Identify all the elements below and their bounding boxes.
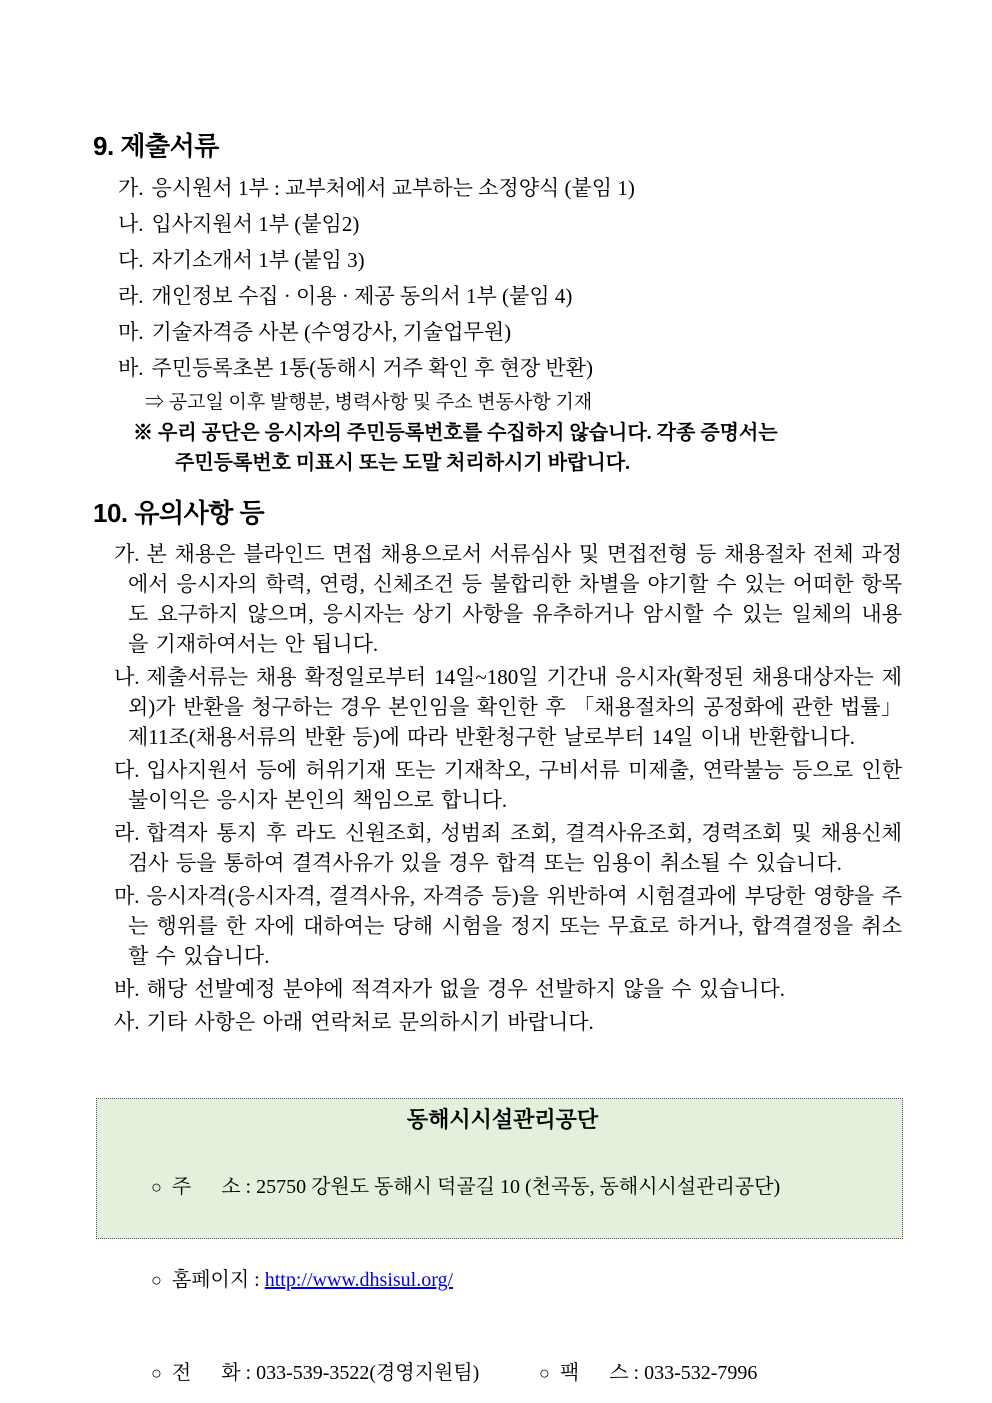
- circle-bullet-icon: ○: [151, 1270, 162, 1290]
- contact-box: [96, 1098, 903, 1384]
- homepage-label: 홈페이지: [171, 1269, 250, 1291]
- item-text: 개인정보 수집 · 이용 · 제공 동의서 1부 (붙임 4): [151, 284, 573, 308]
- submission-item-4: [118, 278, 905, 314]
- precaution-item-5: [114, 881, 902, 971]
- privacy-note-line1: ※ 우리 공단은 응시자의 주민등록번호를 수집하지 않습니다. 각종 증명서는: [133, 422, 778, 444]
- item-text: 입사지원서 등에 허위기재 또는 기재착오, 구비서류 미제출, 연락불능 등으로 인한 불이익은 응시자 본인의 책임으로 합니다.: [128, 758, 902, 812]
- item-marker: 마.: [118, 320, 144, 344]
- section-10-items: [114, 539, 902, 1037]
- phone-group: [151, 1358, 539, 1389]
- item-text: 입사지원서 1부 (붙임2): [151, 212, 360, 236]
- submission-item-3: [118, 242, 905, 278]
- item-marker: 라.: [114, 821, 140, 845]
- item-marker: 나.: [118, 212, 144, 236]
- colon-separator: :: [240, 1176, 257, 1198]
- section-10-title: 10. 유의사항 등: [93, 498, 265, 528]
- item-text: 응시원서 1부 : 교부처에서 교부하는 소정양식 (붙임 1): [151, 176, 635, 200]
- item-marker: 가.: [118, 176, 144, 200]
- item-text: 해당 선발예정 분야에 적격자가 없을 경우 선발하지 않을 수 있습니다.: [146, 977, 786, 1001]
- item-marker: 바.: [118, 356, 144, 380]
- item-marker: 다.: [118, 248, 144, 272]
- precaution-item-4: [114, 818, 902, 878]
- homepage-line: [121, 1234, 884, 1327]
- fax-group: [539, 1358, 757, 1389]
- phone-label: 전 화: [171, 1362, 241, 1384]
- section-9-items: [118, 170, 905, 386]
- fax-label: 팩 스: [559, 1362, 629, 1384]
- item-marker: 가.: [114, 542, 140, 566]
- address-label: 주 소: [171, 1176, 241, 1198]
- item-marker: 다.: [114, 758, 140, 782]
- item-text: 기타 사항은 아래 연락처로 문의하시기 바랍니다.: [146, 1010, 594, 1034]
- section-precautions: [93, 497, 902, 1040]
- privacy-note-line2: 주민등록번호 미표시 또는 도말 처리하시기 바랍니다.: [175, 452, 631, 474]
- precaution-item-7: [114, 1007, 902, 1037]
- colon-separator: :: [628, 1362, 645, 1384]
- submission-item-2: [118, 206, 905, 242]
- section-submission-documents: [93, 130, 905, 478]
- address-value: 25750 강원도 동해시 덕골길 10 (천곡동, 동해시시설관리공단): [256, 1176, 781, 1198]
- item-text: 합격자 통지 후 라도 신원조회, 성범죄 조회, 결격사유조회, 경력조회 및 채용신체검사 등을 통하여 결격사유가 있을 경우 합격 또는 임용이 취소될 수 있습니다.: [128, 821, 902, 875]
- colon-separator: :: [240, 1362, 257, 1384]
- organization-name: 동해시시설관리공단: [406, 1107, 599, 1132]
- circle-bullet-icon: ○: [151, 1177, 162, 1197]
- item-text: 본 채용은 블라인드 면접 채용으로서 서류심사 및 면접전형 등 채용절차 전체 과정에서 응시자의 학력, 연령, 신체조건 등 불합리한 차별을 야기할 수 있는 어떠한 항목도 요구하지 않으며, 응시자는 상기 사항을 유추하거나 암시할 수 있는 일체의 내용을 기재하여서는 안 됩니다.: [128, 542, 902, 656]
- phone-value: 033-539-3522(경영지원팀): [256, 1362, 480, 1384]
- item-marker: 사.: [114, 1010, 140, 1034]
- item-text: 기술자격증 사본 (수영강사, 기술업무원): [151, 320, 512, 344]
- arrow-note: ⇒ 공고일 이후 발행분, 병력사항 및 주소 변동사항 기재: [145, 392, 593, 413]
- precaution-item-3: [114, 755, 902, 815]
- item-marker: 라.: [118, 284, 144, 308]
- submission-item-6: [118, 350, 905, 386]
- phone-fax-line: [121, 1327, 884, 1403]
- item-marker: 나.: [114, 665, 140, 689]
- precaution-item-2: [114, 662, 902, 752]
- circle-bullet-icon: ○: [539, 1363, 550, 1383]
- item-text: 자기소개서 1부 (붙임 3): [151, 248, 365, 272]
- submission-item-5: [118, 314, 905, 350]
- address-line: [121, 1141, 884, 1234]
- section-9-title: 9. 제출서류: [93, 131, 219, 161]
- submission-item-1: [118, 170, 905, 206]
- item-marker: 바.: [114, 977, 140, 1001]
- item-marker: 마.: [114, 884, 140, 908]
- fax-value: 033-532-7996: [644, 1362, 758, 1384]
- colon-separator: :: [249, 1269, 265, 1291]
- item-text: 제출서류는 채용 확정일로부터 14일~180일 기간내 응시자(확정된 채용대상자는 제외)가 반환을 청구하는 경우 본인임을 확인한 후 「채용절차의 공정화에 관한 법률」 제11조(채용서류의 반환 등)에 따라 반환청구한 날로부터 14일 이내 반환합니다.: [128, 665, 902, 749]
- precaution-item-6: [114, 974, 902, 1004]
- circle-bullet-icon: ○: [151, 1363, 162, 1383]
- item-text: 주민등록초본 1통(동해시 거주 확인 후 현장 반환): [151, 356, 593, 380]
- precaution-item-1: [114, 539, 902, 659]
- item-text: 응시자격(응시자격, 결격사유, 자격증 등)을 위반하여 시험결과에 부당한 영향을 주는 행위를 한 자에 대하여는 당해 시험을 정지 또는 무효로 하거나, 합격결정을 취소할 수 있습니다.: [128, 884, 902, 968]
- homepage-link[interactable]: http://www.dhsisul.org/: [264, 1269, 454, 1291]
